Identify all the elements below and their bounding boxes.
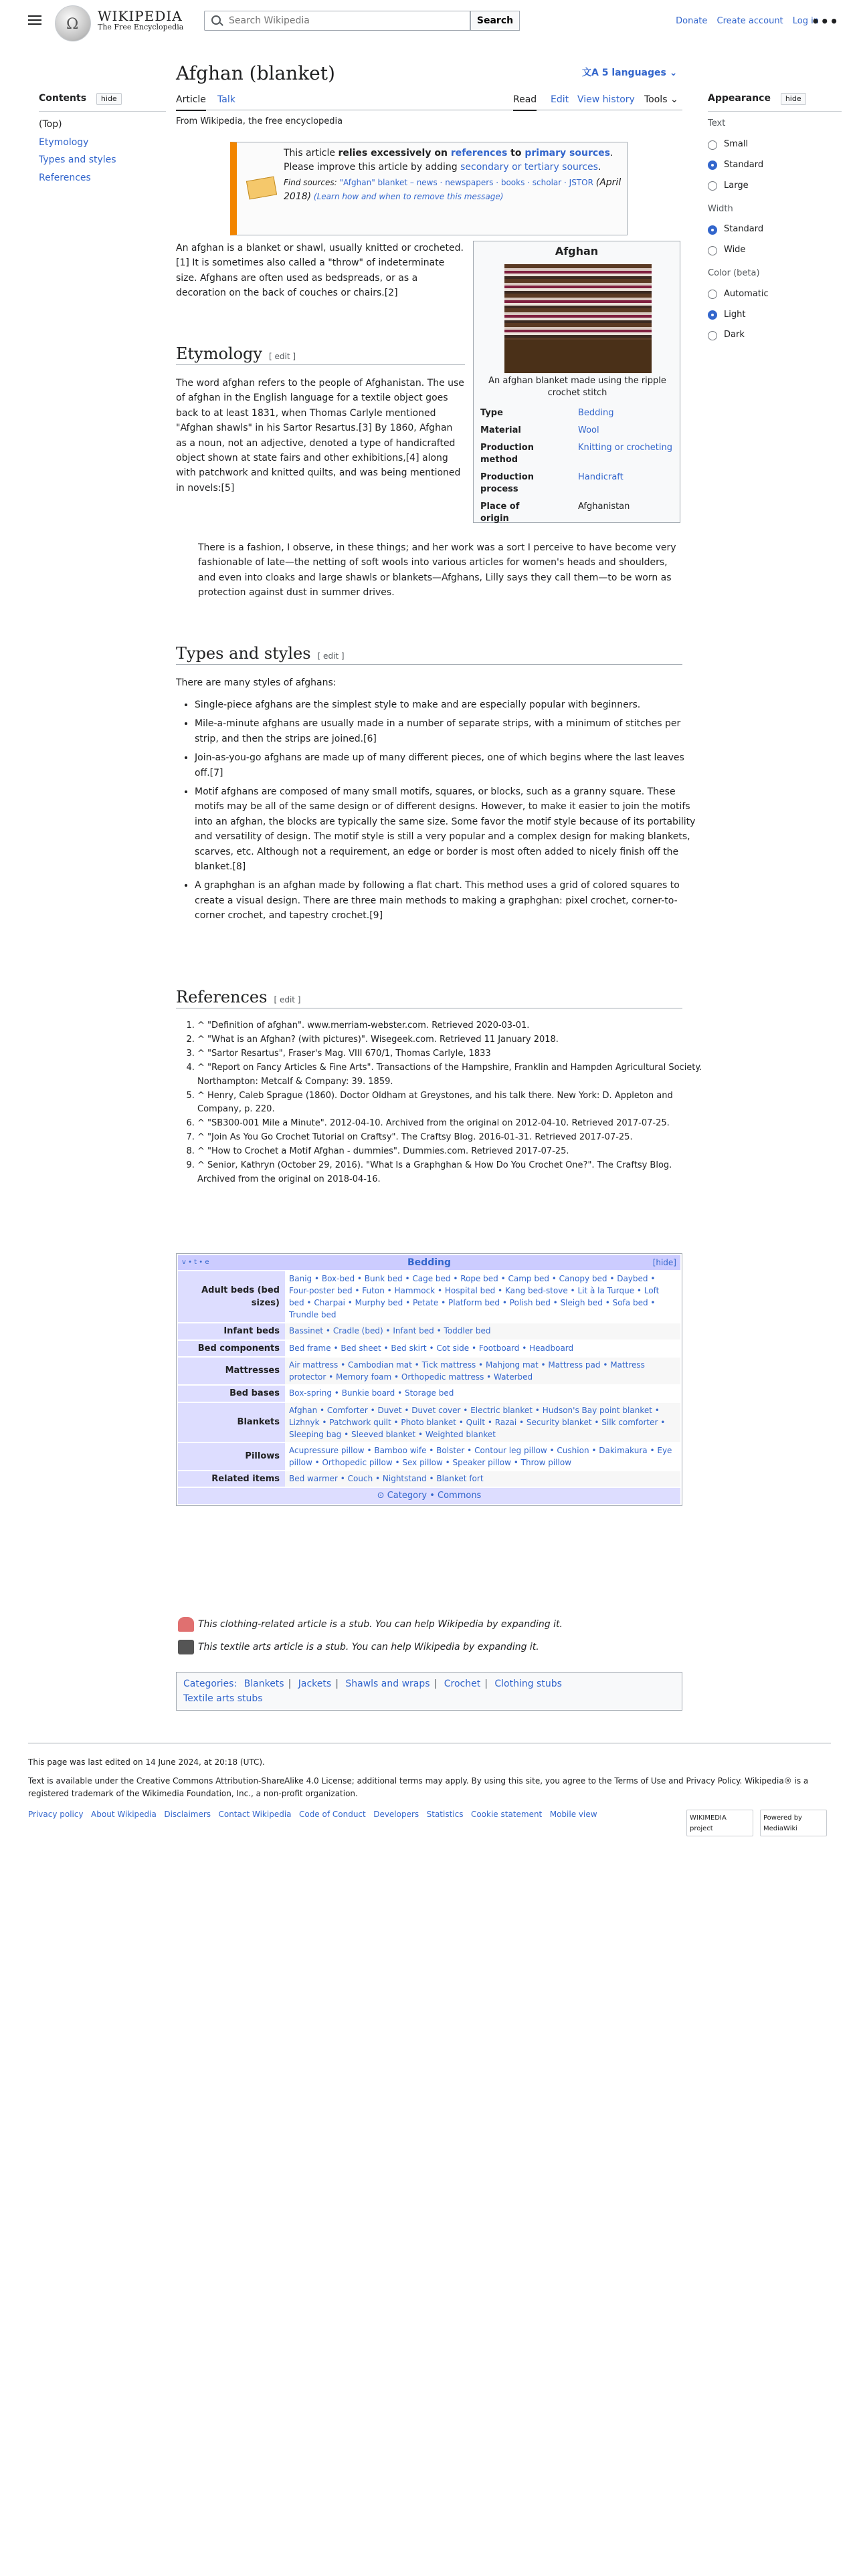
create-account-link[interactable]: Create account (717, 16, 783, 26)
navbox-row (178, 1471, 680, 1487)
search-icon (211, 15, 221, 25)
color-light-radio[interactable] (708, 308, 842, 322)
edit-section-link[interactable]: [ edit ] (274, 995, 301, 1004)
navbox-row (178, 1323, 680, 1339)
edit-section-link[interactable]: [ edit ] (317, 651, 345, 661)
category-link[interactable]: Crochet (444, 1679, 481, 1689)
toc-divider (39, 111, 166, 112)
navbox-list[interactable]: Air mattress • Cambodian mat • Tick mattress • Mahjong mat • Mattress pad • Mattress protector • Memory foam • Orthopedic mattress • Waterbed (285, 1358, 680, 1384)
radio-label: Light (724, 309, 746, 320)
toc-item-top[interactable]: (Top) (39, 119, 62, 130)
notice-text-bold: relies excessively on (338, 148, 451, 158)
translate-icon: 文A (582, 68, 602, 78)
width-label: Width (708, 203, 733, 214)
infobox-caption: An afghan blanket made using the ripple crochet stitch (488, 376, 666, 399)
heading-text: Etymology (176, 344, 262, 363)
wikipedia-wordmark[interactable] (98, 9, 183, 32)
navbox-group: Blankets (178, 1403, 285, 1442)
table-of-contents (39, 91, 166, 188)
wordmark-tagline: The Free Encyclopedia (98, 23, 184, 31)
radio-label: Large (724, 180, 749, 191)
infobox-key: Production process (480, 472, 534, 494)
search-input[interactable] (227, 11, 458, 30)
navbox-row (178, 1341, 680, 1357)
tools-label: Tools (644, 94, 668, 105)
infobox-value: Afghanistan (578, 502, 630, 512)
navbox-footer-links: Category • Commons (387, 1491, 482, 1501)
textile-stub-notice (178, 1640, 539, 1654)
edit-section-link[interactable]: [ edit ] (268, 352, 296, 361)
reference-item: 8. ^ "How to Crochet a Motif Afghan - dummies". Dummies.com. Retrieved 2017-07-25. (197, 1145, 704, 1158)
category-link[interactable]: Clothing stubs (494, 1679, 562, 1689)
heading-text: References (176, 988, 268, 1006)
navbox-group: Adult beds (bed sizes) (178, 1271, 285, 1322)
types-heading (176, 643, 682, 665)
footer-link[interactable]: About Wikipedia (91, 1810, 157, 1819)
appearance-header (708, 91, 842, 106)
navbox-row (178, 1386, 680, 1402)
navbox-group: Related items (178, 1471, 285, 1487)
list-item: • Single-piece afghans are the simplest style to make and are especially popular with beginners. (195, 697, 701, 712)
footer-link[interactable]: Developers (373, 1810, 419, 1819)
appearance-divider (708, 111, 842, 112)
reference-item: 3. ^ "Sartor Resartus", Fraser's Mag. VIII 670/1, Thomas Carlyle, 1833 (197, 1047, 704, 1061)
navbox-row (178, 1358, 680, 1384)
infobox (473, 241, 680, 523)
radio-label: Small (724, 139, 749, 150)
navbox-group: Bed components (178, 1341, 285, 1357)
wikimedia-project-badge[interactable]: WIKIMEDIA project (686, 1810, 753, 1836)
text-size-label: Text (708, 118, 726, 129)
toc-title: Contents (39, 93, 87, 104)
textile-icon (178, 1640, 194, 1654)
text-size-large-radio[interactable] (708, 179, 842, 193)
text-size-standard-radio[interactable] (708, 158, 842, 173)
infobox-value[interactable]: Bedding (578, 408, 614, 418)
etymology-paragraph: The word afghan refers to the people of Afghanistan. The use of afghan in the English language for a textile object goes back to at least 1831, when Thomas Carlyle mentioned "Afghan shawls" in his Sartor Resartus.[3] By 1860, Afghan as a noun, not an adjective, denoted a type of handicrafted object shown at state fairs and other exhibitions,[4] along with patchwork and knitted quilts, and was being mentioned in novels:[5] (176, 378, 464, 494)
vte-links[interactable]: v • t • e (182, 1259, 209, 1266)
width-standard-radio[interactable] (708, 223, 842, 237)
page-title: Afghan (blanket) (176, 62, 335, 84)
categories-label[interactable]: Categories: (183, 1679, 237, 1689)
license-text: Text is available under the Creative Commons Attribution-ShareAlike 4.0 License; additional terms may apply. By using this site, you agree to the Terms of Use and Privacy Policy. Wikipedia® is a registered trademark of the Wikimedia Foundation, Inc., a non-profit organization. (28, 1776, 809, 1798)
list-item: • Join-as-you-go afghans are made up of many different pieces, one of which begins where the last leaves off.[7] (195, 750, 701, 780)
radio-label: Automatic (724, 288, 769, 299)
reference-list (176, 1019, 704, 1187)
color-label: Color (beta) (708, 267, 760, 278)
wordmark-title: WIKIPEDIA (98, 8, 183, 24)
infobox-key: Place of origin (480, 502, 520, 524)
infobox-value[interactable]: Wool (578, 425, 599, 435)
category-link[interactable]: Textile arts stubs (183, 1693, 263, 1705)
footer-link[interactable]: Code of Conduct (298, 1810, 366, 1819)
last-edited: This page was last edited on 14 June 2024, at 20:18 (UTC). (28, 1757, 265, 1767)
navbox-row (178, 1403, 680, 1442)
toc-header (39, 91, 166, 106)
navbox-group: Infant beds (178, 1323, 285, 1339)
wikipedia-globe-logo[interactable] (55, 5, 91, 41)
afghan-blanket-image[interactable] (504, 264, 652, 373)
heading-text: Types and styles (176, 644, 311, 663)
primary-sources-notice (230, 142, 628, 235)
styles-list (176, 697, 701, 927)
reference-item: 9. ^ Senior, Kathryn (October 29, 2016). "What Is a Graphghan & How Do You Crochet One?". The Craftsy Blog. Archived from the original on 2018-04-16. (197, 1159, 704, 1186)
learn-more-link[interactable]: (Learn how and when to remove this message) (313, 192, 504, 201)
width-wide-radio[interactable] (708, 243, 842, 257)
notice-text-part: This article (284, 148, 339, 158)
references-link[interactable]: references (450, 148, 508, 158)
navbox-group: Pillows (178, 1443, 285, 1470)
text-size-small-radio[interactable] (708, 138, 842, 152)
stub-text: This textile arts article is a stub. You can help Wikipedia by expanding it. (198, 1642, 539, 1652)
navbox-group: Bed bases (178, 1386, 285, 1402)
primary-sources-link[interactable]: primary sources (524, 148, 610, 158)
list-item: • Motif afghans are composed of many small motifs, squares, or blocks, such as a granny square. These motifs may be all of the same design or of different designs. However, to make it easier to join the motifs into an afghan, the blocks are typically the same size. Some favor the motif style because of its portability and versatility of design. The motif style is still a very popular and a complex design for making blankets, scarves, etc. Although not a requirement, an edge or border is most often added to nicely finish off the blanket.[8] (195, 784, 701, 874)
appearance-panel (708, 91, 842, 342)
footer-link[interactable]: Cookie statement (470, 1810, 543, 1819)
navbox-row (178, 1271, 680, 1322)
footer-link[interactable]: Statistics (426, 1810, 464, 1819)
log-in-link[interactable]: Log in (792, 16, 819, 26)
footer-link[interactable]: Disclaimers (164, 1810, 211, 1819)
color-automatic-radio[interactable] (708, 288, 842, 302)
navbox-list[interactable]: Bed warmer • Couch • Nightstand • Blanket fort (285, 1471, 680, 1487)
search-button[interactable]: Search (470, 11, 520, 31)
notice-text-part: . (597, 162, 601, 173)
tagline: From Wikipedia, the free encyclopedia (176, 116, 343, 126)
navbox-title[interactable]: Bedding (407, 1257, 451, 1268)
etymology-heading (176, 344, 465, 365)
clothing-stub-notice (178, 1617, 563, 1632)
clothing-icon (178, 1617, 194, 1632)
notice-text-part: . Please improve this article by adding (284, 148, 613, 173)
category-links: Categories: Blankets | Jackets | Shawls and wraps | Crochet | Clothing stubs Textile arts stubs (176, 1672, 682, 1711)
category-link[interactable]: Shawls and wraps (345, 1679, 430, 1689)
navbox-footer[interactable] (178, 1488, 680, 1504)
infobox-key: Type (480, 408, 503, 418)
footer-link[interactable]: Mobile view (549, 1810, 597, 1819)
navbox-list[interactable]: Afghan • Comforter • Duvet • Duvet cover • Electric blanket • Hudson's Bay point blanket • Lizhnyk • Patchwork quilt • Photo blanket • Quilt • Razai • Security blanket • Silk comforter • Sleeping bag • Sleeved blanket • Weighted blanket (285, 1403, 680, 1442)
find-sources (284, 176, 625, 204)
tab-edit[interactable]: Edit (551, 94, 569, 105)
category-link[interactable]: Blankets (244, 1679, 284, 1689)
list-item: • A graphghan is an afghan made by following a flat chart. This method uses a grid of colored squares to create a visual design. There are three main methods to making a graphghan: pixel crochet, corner-to-corner crochet, and tapestry crochet.[9] (195, 878, 701, 923)
chevron-down-icon: ⌄ (666, 68, 678, 78)
reference-item: 6. ^ "SB300-001 Mile a Minute". 2012-04-10. Archived from the original on 2012-04-10. Retrieved 2017-07-25. (197, 1117, 704, 1130)
radio-label: Standard (724, 159, 764, 170)
personal-tools (669, 15, 819, 29)
reference-item: 2. ^ "What is an Afghan? (with pictures)". Wisegeek.com. Retrieved 11 January 2018. (197, 1033, 704, 1047)
footer-link[interactable]: Contact Wikipedia (218, 1810, 292, 1819)
tab-talk[interactable]: Talk (217, 94, 235, 105)
navbox-list[interactable]: Banig • Box-bed • Bunk bed • Cage bed • Rope bed • Camp bed • Canopy bed • Daybed • Four-poster bed • Futon • Hammock • Hospital bed • Kang bed-stove • Lit à la Turque • Loft bed • Charpai • Murphy bed • Petate • Platform bed • Polish bed • Sleigh bed • Sofa bed • Trundle bed (285, 1271, 680, 1322)
infobox-value[interactable]: Handicraft (578, 472, 624, 482)
tab-tools[interactable] (644, 92, 678, 107)
page-tabs (176, 90, 682, 110)
navbox-list[interactable]: Box-spring • Bunkie board • Storage bed (285, 1386, 680, 1402)
donate-link[interactable]: Donate (676, 16, 708, 26)
toc-item-etymology[interactable]: Etymology (39, 136, 89, 148)
radio-label: Dark (724, 330, 745, 340)
infobox-value[interactable]: Knitting or crocheting (578, 443, 672, 453)
toc-hide-button[interactable]: hide (96, 93, 122, 105)
radio-label: Standard (724, 224, 764, 235)
book-icon (246, 177, 277, 200)
color-dark-radio[interactable] (708, 328, 842, 342)
stub-text: This clothing-related article is a stub. You can help Wikipedia by expanding it. (198, 1619, 563, 1630)
notice-text (284, 146, 625, 204)
category-link[interactable]: Jackets (298, 1679, 332, 1689)
bedding-navbox (176, 1253, 682, 1506)
navbox-row (178, 1443, 680, 1470)
navbox-list[interactable]: Acupressure pillow • Bamboo wife • Bolster • Contour leg pillow • Cushion • Dakimakura • Eye pillow • Orthopedic pillow • Sex pillow • Speaker pillow • Throw pillow (285, 1443, 680, 1470)
secondary-sources-link[interactable]: secondary or tertiary sources (460, 162, 598, 173)
language-button[interactable] (582, 66, 677, 80)
reference-item: 5. ^ Henry, Caleb Sprague (1860). Doctor Oldham at Greystones, and his talk there. New York: D. Appleton and Company, p. 220. (197, 1089, 704, 1116)
appearance-hide-button[interactable]: hide (781, 93, 806, 105)
infobox-title: Afghan (555, 245, 599, 257)
category-icon: ⊙ (377, 1491, 387, 1501)
appearance-title: Appearance (708, 93, 771, 104)
tab-view-history[interactable]: View history (577, 94, 635, 105)
infobox-key: Material (480, 425, 521, 435)
main-menu-icon[interactable] (28, 13, 41, 25)
find-sources-links[interactable]: "Afghan" blanket – news · newspapers · books · scholar · JSTOR (339, 178, 593, 187)
reference-item: 4. ^ "Report on Fancy Articles & Fine Arts". Transactions of the Hampshire, Franklin and Hampden Agricultural Society. Northampton: Metcalf & Company: 39. 1859. (197, 1061, 704, 1088)
find-sources-label: Find sources: (284, 178, 340, 187)
tab-article[interactable]: Article (176, 92, 206, 111)
powered-by-mediawiki-badge[interactable]: Powered by MediaWiki (760, 1810, 827, 1836)
footer-link[interactable]: Privacy policy (28, 1810, 84, 1819)
infobox-key: Production method (480, 443, 534, 465)
reference-item: 1. ^ "Definition of afghan". www.merriam-webster.com. Retrieved 2020-03-01. (197, 1019, 704, 1033)
search-box (204, 11, 470, 31)
languages-label: 5 languages (601, 68, 666, 78)
types-intro: There are many styles of afghans: (176, 677, 337, 688)
intro-paragraph: An afghan is a blanket or shawl, usually knitted or crocheted.[1] It is sometimes also called a "throw" of indeterminate size. Afghans are often used as bedspreads, or as a decoration on the back of couches or chairs.[2] (176, 243, 464, 299)
navbox-hide-button[interactable]: [hide] (652, 1258, 676, 1267)
navbox-group: Mattresses (178, 1358, 285, 1384)
site-header (0, 0, 859, 43)
notice-text-bold: to (507, 148, 525, 158)
footer-links (28, 1808, 670, 1821)
reference-item: 7. ^ "Join As You Go Crochet Tutorial on Craftsy". The Craftsy Blog. 2016-01-31. Retrieved 2017-07-25. (197, 1131, 704, 1144)
navbox-list[interactable]: Bed frame • Bed sheet • Bed skirt • Cot side • Footboard • Headboard (285, 1341, 680, 1357)
notice-date: (April 2018) (284, 177, 622, 202)
navbox-list[interactable]: Bassinet • Cradle (bed) • Infant bed • Toddler bed (285, 1323, 680, 1339)
block-quote: There is a fashion, I observe, in these things; and her work was a sort I perceive to have become very fashionable of late—the netting of soft wools into various articles for women's heads and shoulders, and even into cloaks and large shawls or blankets—Afghans, Lilly says they call them—to be worn as protection against dust in summer drives. (198, 542, 676, 599)
chevron-down-icon: ⌄ (667, 94, 678, 105)
more-options-icon[interactable]: ••• (811, 13, 839, 29)
references-heading (176, 987, 682, 1008)
tab-read[interactable]: Read (513, 92, 537, 111)
radio-label: Wide (724, 245, 746, 255)
toc-item-references[interactable]: References (39, 172, 91, 183)
navbox-title-bar (178, 1255, 680, 1270)
list-item: • Mile-a-minute afghans are usually made in a number of separate strips, with a minimum of stitches per strip, and then the strips are joined.[6] (195, 716, 701, 746)
toc-item-types[interactable]: Types and styles (39, 154, 116, 166)
